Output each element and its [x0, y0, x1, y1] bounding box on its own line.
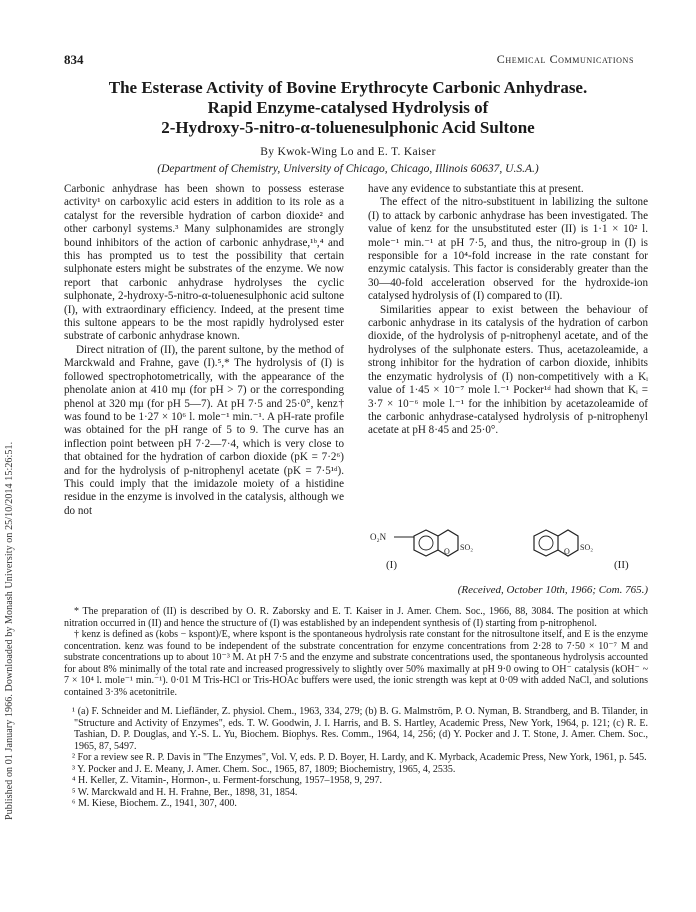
body-paragraph: Similarities appear to exist between the behaviour of carbonic anhydrase in its catalysis of the hydration of carbon dioxide, of the hydrolysis of p-nitrophenyl acetate, and of the hydrolyses of the sulphonate esters. Thus, acetazoleamide, a strong inhibitor for the hydration of carbon dioxide, inhibits the enzymatic hydrolysis of (I) non-competitively with a Kᵢ value of 1·45 × 10⁻⁷ mole l.⁻¹ Pocker¹ᵈ had shown that Kᵢ = 3·7 × 10⁻⁶ mole l.⁻¹ for the inhibition by acetazoleamide of the carbonic anhydrase-catalysed hydrolysis of p-nitrophenyl acetate at pH 8·45 and 25·0°. [368, 303, 648, 437]
footnote: † kenz is defined as (kobs − kspont)/E, where kspont is the spontaneous hydrolysis rate constant for the nitrosultone itself, and E is the enzyme concentration. kenz was found to be independent of the substrate concentration for enzyme concentrations from 2·28 to 7·50 × 10⁻⁷ M and substrate concentrations up to about 10⁻³ M. At pH 7·5 and the enzyme and substrate concentrations used, the spontaneous hydrolysis accounted for about 8% minimally of the total rate and increased progressively to slightly over 50% maximally at pH 9·0 owing to OH⁻ catalysis (kOH⁻ ~ 7 × 10⁴ l. mole⁻¹ min.⁻¹). 0·01 M Tris-HCl or Tris-HOAc buffers were used, the ionic strength was kept at 0·09 with added NaCl, and solutions contained 3·3% acetonitrile. [64, 629, 648, 698]
structure-i [414, 530, 458, 556]
references [64, 702, 648, 810]
page-number: 834 [64, 52, 84, 67]
reference-item: ³ Y. Pocker and J. E. Meany, J. Amer. Chem. Soc., 1965, 87, 1809; Biochemistry, 1965, 4, 2535. [72, 763, 456, 775]
so2-label: SO₂ [580, 543, 594, 552]
left-column [64, 183, 344, 518]
title-line: 2-Hydroxy-5-nitro-α-toluenesulphonic Acid Sultone [161, 118, 535, 137]
nitro-label: O₂N [370, 532, 387, 542]
authors: By Kwok-Wing Lo and E. T. Kaiser [260, 146, 436, 158]
title-line: The Esterase Activity of Bovine Erythrocyte Carbonic Anhydrase. [108, 78, 588, 97]
body-paragraph: have any evidence to substantiate this at present. [368, 183, 584, 195]
body-paragraph: Carbonic anhydrase has been shown to possess esterase activity¹ on carboxylic acid esters in addition to its role as a catalyst for the reversible hydration of carbon dioxide² and other carbonyl systems.³ Many sulphonamides are strongly bound inhibitors of the action of carbonic anhydrase,¹ᵇ,⁴ and this has prompted us to test the possibility that certain sulphonate esters might be substrates of the enzyme. We now report that carbonic anhydrase hydrolyses the cyclic sulphonate, 2-hydroxy-5-nitro-α-toluenesulphonic acid sultone (I), with extraordinary efficiency. Indeed, at the present time this sultone appears to be the most rapidly hydrolysed ester substrate of carbonic anhydrase known. [64, 183, 344, 343]
received-note: (Received, October 10th, 1966; Com. 765.) [457, 584, 648, 596]
affiliation: (Department of Chemistry, University of Chicago, Chicago, Illinois 60637, U.S.A.) [157, 163, 539, 175]
footnotes [64, 606, 648, 698]
right-column [368, 183, 648, 438]
chemical-structures [368, 522, 648, 578]
reference-item: ² For a review see R. P. Davis in "The Enzymes", Vol. V, eds. P. D. Boyer, H. Lardy, and K. Myrback, Academic Press, New York, 1961, p. 545. [72, 752, 647, 763]
download-stamp: Published on 01 January 1966. Downloaded by Monash University on 25/10/2014 15:26:51. [4, 441, 15, 820]
structure-label-i: (I) [386, 559, 397, 571]
footnote: * The preparation of (II) is described by O. R. Zaborsky and E. T. Kaiser in J. Amer. Chem. Soc., 1966, 88, 3084. The position at which nitration occurred in (II) and hence the structure of (I) was established by an independent synthesis of (I) starting from p-nitrophenol. [64, 606, 648, 629]
reference-item: ⁴ H. Keller, Z. Vitamin-, Hormon-, u. Ferment-forschung, 1957–1958, 9, 297. [72, 775, 383, 786]
body-paragraph: The effect of the nitro-substituent in labilizing the sultone (I) to attack by carbonic anhydrase has been investigated. The value of kenz for the unsubstituted ester (II) is 1·1 × 10² l. mole⁻¹ min.⁻¹ at pH 7·5, and thus, the nitro-group in (I) is responsible for a 10⁴-fold increase in the rate constant for enzymic catalysis. This factor is considerably greater than the 30—40-fold acceleration observed for the hydroxide-ion catalysed hydrolysis of (I) compared to (II). [368, 196, 648, 303]
structure-label-ii: (II) [614, 559, 629, 571]
structure-ii [534, 530, 578, 556]
oxygen-label: O [444, 547, 450, 556]
reference-item: ⁵ W. Marckwald and H. H. Frahne, Ber., 1898, 31, 1854. [72, 786, 298, 798]
body-paragraph: Direct nitration of (II), the parent sultone, by the method of Marckwald and Frahne, gave (I).⁵,* The hydrolysis of (I) is followed spectrophotometrically, with the appearance of the phenolate anion at 410 mμ (for pH > 7) or the corresponding phenol at 320 mμ (for pH 5—7). At pH 7·5 and 25·0°, kenz† was found to be 1·27 × 10⁶ l. mole⁻¹ min.⁻¹. A pH-rate profile was obtained for the pH range of 5 to 9. The curve has an inflection point between pH 7·2—7·4, which is very close to that obtained for the hydration of carbon dioxide (pK = 7·2⁶) and for the hydrolysis of p-nitrophenyl acetate (pK = 7·5¹ᵈ). This could imply that the imidazole moiety of a histidine residue in the enzyme is involved in the catalysis, although we do not [64, 343, 344, 517]
title-line: Rapid Enzyme-catalysed Hydrolysis of [207, 98, 489, 117]
journal-name: Chemical Communications [496, 52, 634, 66]
reference-item: ⁶ M. Kiese, Biochem. Z., 1941, 307, 400. [72, 798, 237, 809]
article-title [70, 78, 626, 138]
so2-label: SO₂ [460, 543, 474, 552]
reference-item: ¹ (a) F. Schneider and M. Liefländer, Z. physiol. Chem., 1963, 334, 279; (b) B. G. Malmström, P. O. Nyman, B. Strandberg, and B. Tilander, in "Structure and Activity of Enzymes", eds. T. W. Goodwin, J. I. Harris, and B. S. Hartley, Academic Press, New York, 1964, p. 121; (c) R. E. Tashian, D. P. Douglas, and Y.-S. L. Yu, Biochem. Biophys. Res. Comm., 1964, 14, 256; (d) Y. Pocker and J. T. Stone, J. Amer. Chem. Soc., 1965, 87, 5497. [72, 706, 648, 752]
oxygen-label: O [564, 547, 570, 556]
